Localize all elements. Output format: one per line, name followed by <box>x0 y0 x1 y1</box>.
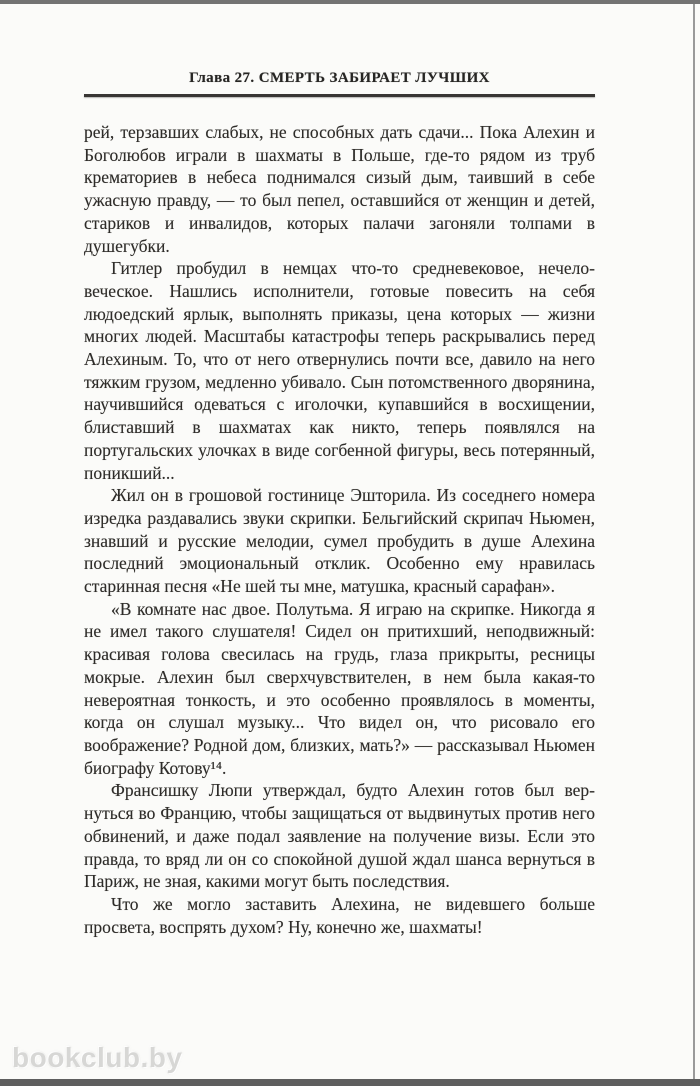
paragraph: Что же могло заставить Алехина, не видевшего больше просвета, воспрять духом? Ну, конечно же, шахматы! <box>84 893 595 937</box>
page-right-edge-line <box>693 4 695 1079</box>
header-rule <box>84 94 595 97</box>
watermark-bookclub: bookclub.by <box>12 1042 183 1073</box>
body-text <box>84 121 595 938</box>
scan-bottom-edge <box>0 1079 700 1086</box>
paragraph: Франсишку Люпи утверждал, будто Алехин готов был вернуться во Францию, чтобы защищаться от выдвинутых против него обвинений, и даже подал заявление на получение визы. Если это правда, то вряд ли он со спокойной душой ждал шанса вернуться в Париж, не зная, какими могут быть последствия. <box>84 780 595 892</box>
paragraph: Жил он в грошовой гостинице Эшторила. Из соседнего номера изредка раздавались звуки скрипки. Бельгийский скрипач Ньюмен, знавший и русские мелодии, сумел пробудить в душе Алехина последний эмоциональный отклик. Особенно ему нравилась старинная песня «Не шей ты мне, матушка, красный сарафан». <box>84 485 595 597</box>
paragraph: «В комнате нас двое. Полутьма. Я играю на скрипке. Никогда я не имел такого слушателя! Сидел он притихший, неподвижный: красивая голова свесилась на грудь, глаза прикрыты, ресницы мокрые. Алехин был сверхчувствителен, в нем была какая-то невероятная тонкость, и это особенно проявлялось в моменты, когда он слушал музыку... Что видел он, что рисовало его воображение? Родной дом, близких, мать?» — рассказывал Ньюмен биографу Котову¹⁴. <box>84 598 595 778</box>
book-page <box>84 0 595 938</box>
paragraph: Гитлер пробудил в немцах что-то средневековое, нечеловеческое. Нашлись исполнители, готовые повесить на себя людоедский ярлык, выполнять приказы, цена которых — жизни многих людей. Масштабы катастрофы теперь раскрывались перед Алехиным. То, что от него отвернулись почти все, давило на него тяжким грузом, медленно убивало. Сын потомственного дворянина, научившийся одеваться с иголочки, купавшийся в восхищении, блиставший в шахматах как никто, теперь появлялся на португальских улочках в виде согбенной фигуры, весь потерянный, поникший... <box>84 258 595 483</box>
chapter-heading: Глава 27. СМЕРТЬ ЗАБИРАЕТ ЛУЧШИХ <box>189 70 490 86</box>
paragraph-continuation: рей, терзавших слабых, не способных дать сдачи... Пока Алехин и Боголюбов играли в шахматы в Польше, где-то рядом из труб крематориев в небеса поднимался сизый дым, таивший в себе ужасную правду, — то был пепел, оставшийся от женщин и детей, стариков и инвалидов, которых палачи загоняли толпами в душегубки. <box>84 122 595 256</box>
